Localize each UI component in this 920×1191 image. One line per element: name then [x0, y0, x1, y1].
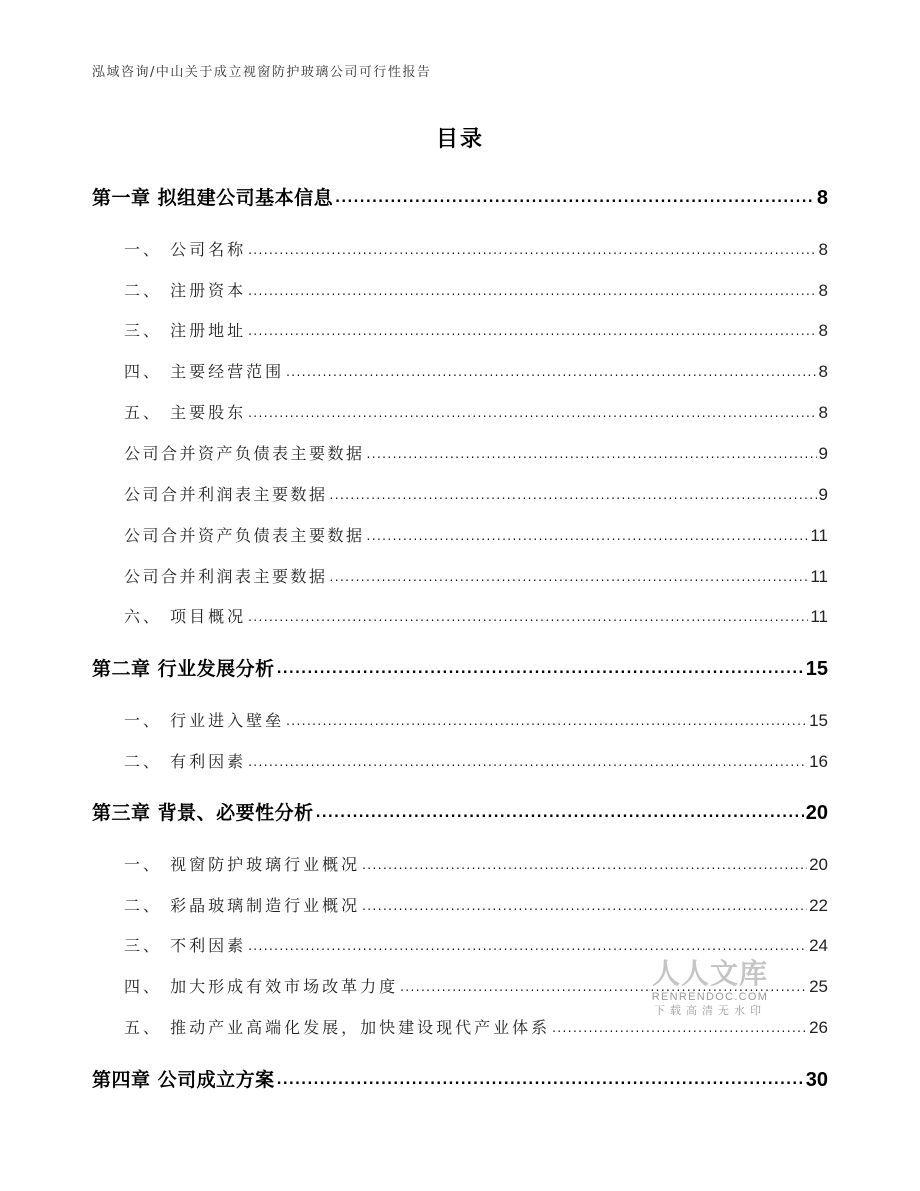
toc-title: 目录	[435, 127, 484, 152]
toc-entry-page: 26	[809, 1018, 828, 1037]
toc-entry-page: 11	[810, 607, 828, 626]
toc-entry-label: 公司合并资产负债表主要数据	[124, 526, 365, 545]
toc-leader-dots	[330, 566, 809, 582]
toc-entry-label: 公司合并利润表主要数据	[124, 485, 328, 504]
toc-entry-page: 9	[818, 485, 828, 504]
toc-entry-favorable-factors[interactable]	[124, 749, 828, 772]
watermark-tagline: 下载高清无水印	[654, 1004, 766, 1017]
toc-entry-chapter-4[interactable]	[92, 1065, 828, 1092]
toc-entry-label: 公司合并资产负债表主要数据	[124, 444, 365, 463]
toc-leader-dots	[330, 484, 817, 500]
toc-entry-balance-sheet-2[interactable]	[124, 523, 828, 546]
toc-entry-market-reform[interactable]	[124, 974, 828, 997]
toc-entry-label: 一、 行业进入壁垒	[124, 711, 285, 730]
toc-entry-label: 第一章 拟组建公司基本信息	[92, 187, 334, 209]
toc-leader-dots	[362, 854, 807, 870]
toc-entry-registered-capital[interactable]	[124, 278, 828, 301]
toc-entry-registered-address[interactable]	[124, 318, 828, 341]
toc-entry-label: 三、 不利因素	[124, 936, 247, 955]
toc-entry-page: 8	[818, 321, 828, 340]
toc-entry-page: 15	[809, 711, 828, 730]
toc-entry-business-scope[interactable]	[124, 359, 828, 382]
toc-entry-page: 25	[809, 977, 828, 996]
toc-leader-dots	[248, 751, 807, 767]
toc-leader-dots	[335, 185, 815, 204]
toc-leader-dots	[248, 320, 816, 336]
toc-entry-project-overview[interactable]	[124, 604, 828, 627]
toc-leader-dots	[277, 656, 804, 675]
toc-entry-balance-sheet-1[interactable]	[124, 441, 828, 464]
toc-entry-page: 8	[818, 281, 828, 300]
toc-entry-label: 二、 有利因素	[124, 752, 247, 771]
toc-entry-page: 8	[818, 362, 828, 381]
toc-entry-page: 15	[805, 658, 828, 680]
toc-entry-chapter-1[interactable]	[92, 183, 828, 210]
toc-entry-shareholders[interactable]	[124, 400, 828, 423]
toc-leader-dots	[248, 606, 808, 622]
toc-entry-page: 20	[805, 802, 828, 824]
toc-entry-label: 四、 主要经营范围	[124, 362, 285, 381]
toc-entry-income-statement-1[interactable]	[124, 482, 828, 505]
toc-leader-dots	[286, 361, 816, 377]
toc-leader-dots	[316, 800, 804, 819]
toc-entry-entry-barriers[interactable]	[124, 708, 828, 731]
toc-leader-dots	[367, 525, 809, 541]
toc-leader-dots	[286, 710, 807, 726]
toc-entry-page: 24	[809, 936, 828, 955]
toc-entry-income-statement-2[interactable]	[124, 564, 828, 587]
toc-entry-page: 9	[818, 444, 828, 463]
toc-entry-company-name[interactable]	[124, 237, 828, 260]
toc-leader-dots	[367, 443, 817, 459]
toc-entry-label: 公司合并利润表主要数据	[124, 567, 328, 586]
toc-entry-chapter-3[interactable]	[92, 798, 828, 825]
toc-entry-label: 一、 公司名称	[124, 240, 247, 259]
toc-entry-page: 16	[809, 752, 828, 771]
toc-entry-label: 第四章 公司成立方案	[92, 1069, 275, 1091]
toc-entry-label: 五、 主要股东	[124, 403, 247, 422]
watermark-domain: RENRENDOC.COM	[651, 991, 769, 1003]
toc-leader-dots	[248, 402, 816, 418]
toc-leader-dots	[248, 239, 816, 255]
toc-entry-label: 四、 加大形成有效市场改革力度	[124, 977, 399, 996]
toc-leader-dots	[248, 280, 816, 296]
toc-entry-page: 11	[810, 526, 828, 545]
toc-entry-color-crystal-glass-industry[interactable]	[124, 893, 828, 916]
toc-entry-page: 20	[809, 855, 828, 874]
toc-entry-chapter-2[interactable]	[92, 654, 828, 681]
toc-leader-dots	[400, 976, 807, 992]
toc-entry-page: 8	[818, 403, 828, 422]
toc-entry-label: 三、 注册地址	[124, 321, 247, 340]
toc-entry-label: 五、 推动产业高端化发展，加快建设现代产业体系	[124, 1018, 551, 1037]
toc-entry-page: 30	[805, 1069, 828, 1091]
toc-leader-dots	[552, 1017, 807, 1033]
toc-entry-industrial-upgrade[interactable]	[124, 1015, 828, 1038]
toc-entry-unfavorable-factors[interactable]	[124, 933, 828, 956]
toc-entry-label: 六、 项目概况	[124, 607, 247, 626]
toc-entry-page: 8	[816, 187, 828, 209]
toc-entry-label: 一、 视窗防护玻璃行业概况	[124, 855, 361, 874]
toc-entry-page: 11	[810, 567, 828, 586]
toc-leader-dots	[277, 1067, 804, 1086]
toc-entry-label: 第二章 行业发展分析	[92, 658, 275, 680]
toc-entry-page: 22	[809, 896, 828, 915]
toc-entry-page: 8	[818, 240, 828, 259]
toc-entry-label: 二、 注册资本	[124, 281, 247, 300]
toc-leader-dots	[362, 895, 807, 911]
toc-leader-dots	[248, 935, 807, 951]
toc-entry-label: 第三章 背景、必要性分析	[92, 802, 314, 824]
toc-entry-label: 二、 彩晶玻璃制造行业概况	[124, 896, 361, 915]
running-header: 泓域咨询/中山关于成立视窗防护玻璃公司可行性报告	[92, 65, 432, 80]
toc-entry-window-glass-industry[interactable]	[124, 852, 828, 875]
watermark-logo-text: 人人文库	[651, 957, 768, 990]
